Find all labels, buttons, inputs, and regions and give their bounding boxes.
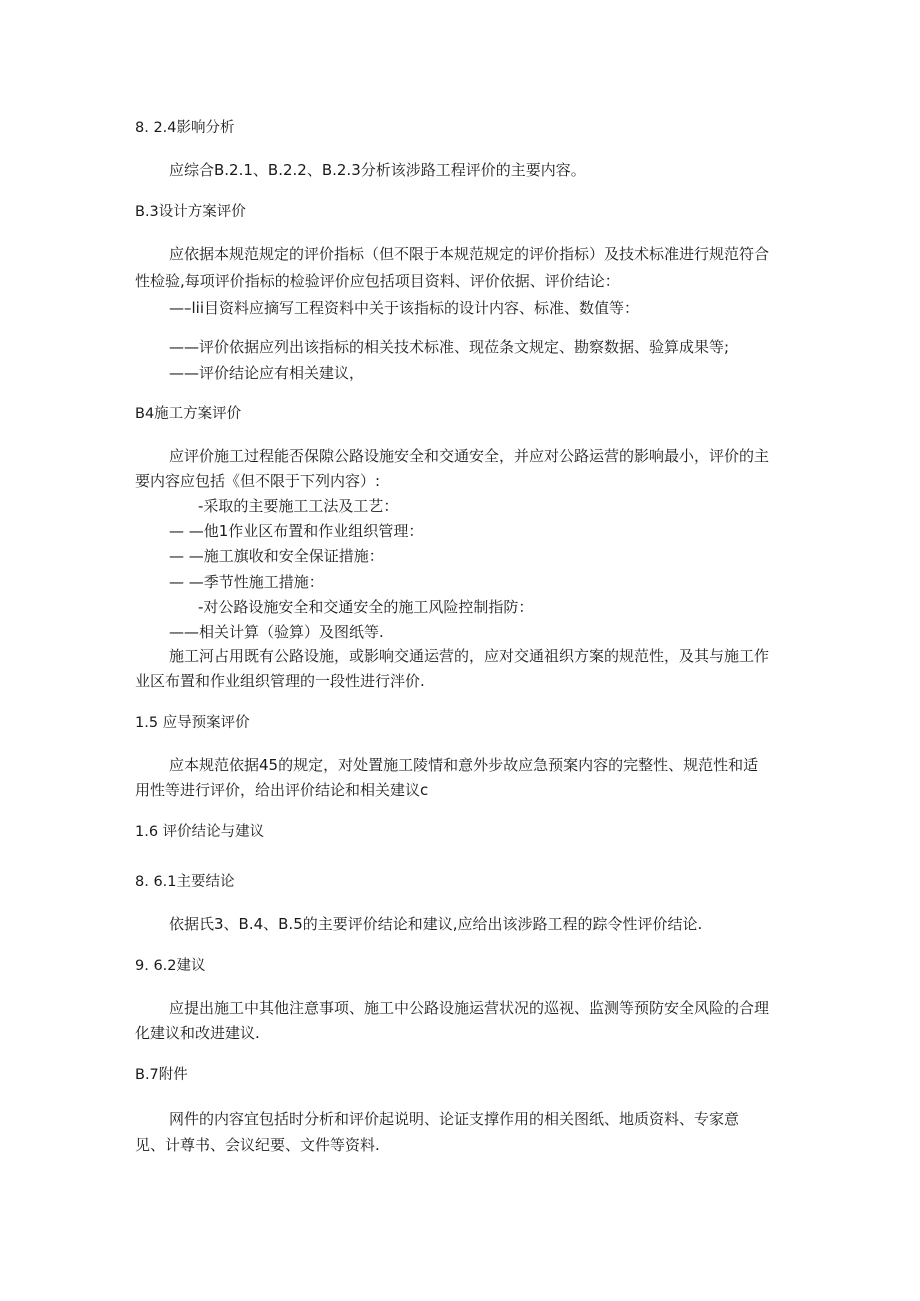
paragraph-line: 应提出施工中其他注意事项、施工中公路设施运营状况的巡视、监测等预防安全风险的合理 xyxy=(169,999,770,1017)
section-heading: 1.5 应导预案评价 xyxy=(135,715,250,731)
section-heading: 8. 2.4影响分析 xyxy=(135,120,235,136)
paragraph-line: 要内容应包括《但不限于下列内容）: xyxy=(135,472,381,490)
section-heading: 1.6 评价结论与建议 xyxy=(135,824,265,840)
list-item: -采取的主要施工工法及工艺： xyxy=(198,497,399,515)
section-heading: B.7附件 xyxy=(135,1067,188,1083)
paragraph-line: 应本规范依据45的规定，对处置施工陵情和意外步故应急预案内容的完整性、规范性和适 xyxy=(169,756,759,774)
list-item: ——相关计算（验算）及图纸等. xyxy=(169,623,384,641)
list-item: ——评价结论应有相关建议， xyxy=(169,364,365,382)
list-item: — —季节性施工措施： xyxy=(169,573,324,591)
section-heading: 8. 6.1主要结论 xyxy=(135,874,235,890)
paragraph-line: 施工河占用既有公路设施，或影响交通运营的，应对交通祖织方案的规范性，及其与施工作 xyxy=(169,647,770,665)
paragraph-line: 业区布置和作业组织管理的一段性进行泮价. xyxy=(135,672,425,690)
paragraph-line: 应依据本规范规定的评价指标（但不限于本规范规定的评价指标）及技术标准进行规范符合 xyxy=(169,245,770,263)
paragraph-line: 化建议和改进建议. xyxy=(135,1024,260,1042)
paragraph-line: 应评价施工过程能否保隙公路设施安全和交通安全，并应对公路运营的影响最小，评价的主 xyxy=(169,447,770,465)
paragraph-line: 依据氏3、B.4、B.5的主要评价结论和建议,应给出该涉路工程的踪令性评价结论. xyxy=(169,915,703,933)
paragraph-line: 用性等进行评价，给出评价结论和相关建议c xyxy=(135,781,429,799)
paragraph-line: 性检验,每项评价指标的检验评价应包括项目资料、评价依据、评价结论： xyxy=(135,272,620,290)
paragraph-line: 网件的内容宜包括时分析和评价起说明、论证支撑作用的相关图纸、地质资料、专家意 xyxy=(169,1110,740,1128)
list-item: ——评价依据应列出该指标的相关技术标准、现莅条文规定、勘察数据、验算成果等; xyxy=(169,338,730,356)
section-heading: 9. 6.2建议 xyxy=(135,958,206,974)
list-item: —–lii目资料应摘写工程资料中关于该指标的设计内容、标准、数值等： xyxy=(169,299,640,317)
paragraph-line: 应综合B.2.1、B.2.2、B.2.3分析该涉路工程评价的主要内容。 xyxy=(169,161,586,179)
list-item: -对公路设施安全和交通安全的施工风险控制指防： xyxy=(198,598,534,616)
list-item: — —他1作业区布置和作业组织管理： xyxy=(169,522,424,540)
section-heading: B.3设计方案评价 xyxy=(135,204,246,220)
section-heading: B4施工方案评价 xyxy=(135,406,242,422)
list-item: — —施工旗收和安全保证措施： xyxy=(169,547,384,565)
paragraph-line: 见、计尊书、会议纪要、文件等资料. xyxy=(135,1136,380,1154)
